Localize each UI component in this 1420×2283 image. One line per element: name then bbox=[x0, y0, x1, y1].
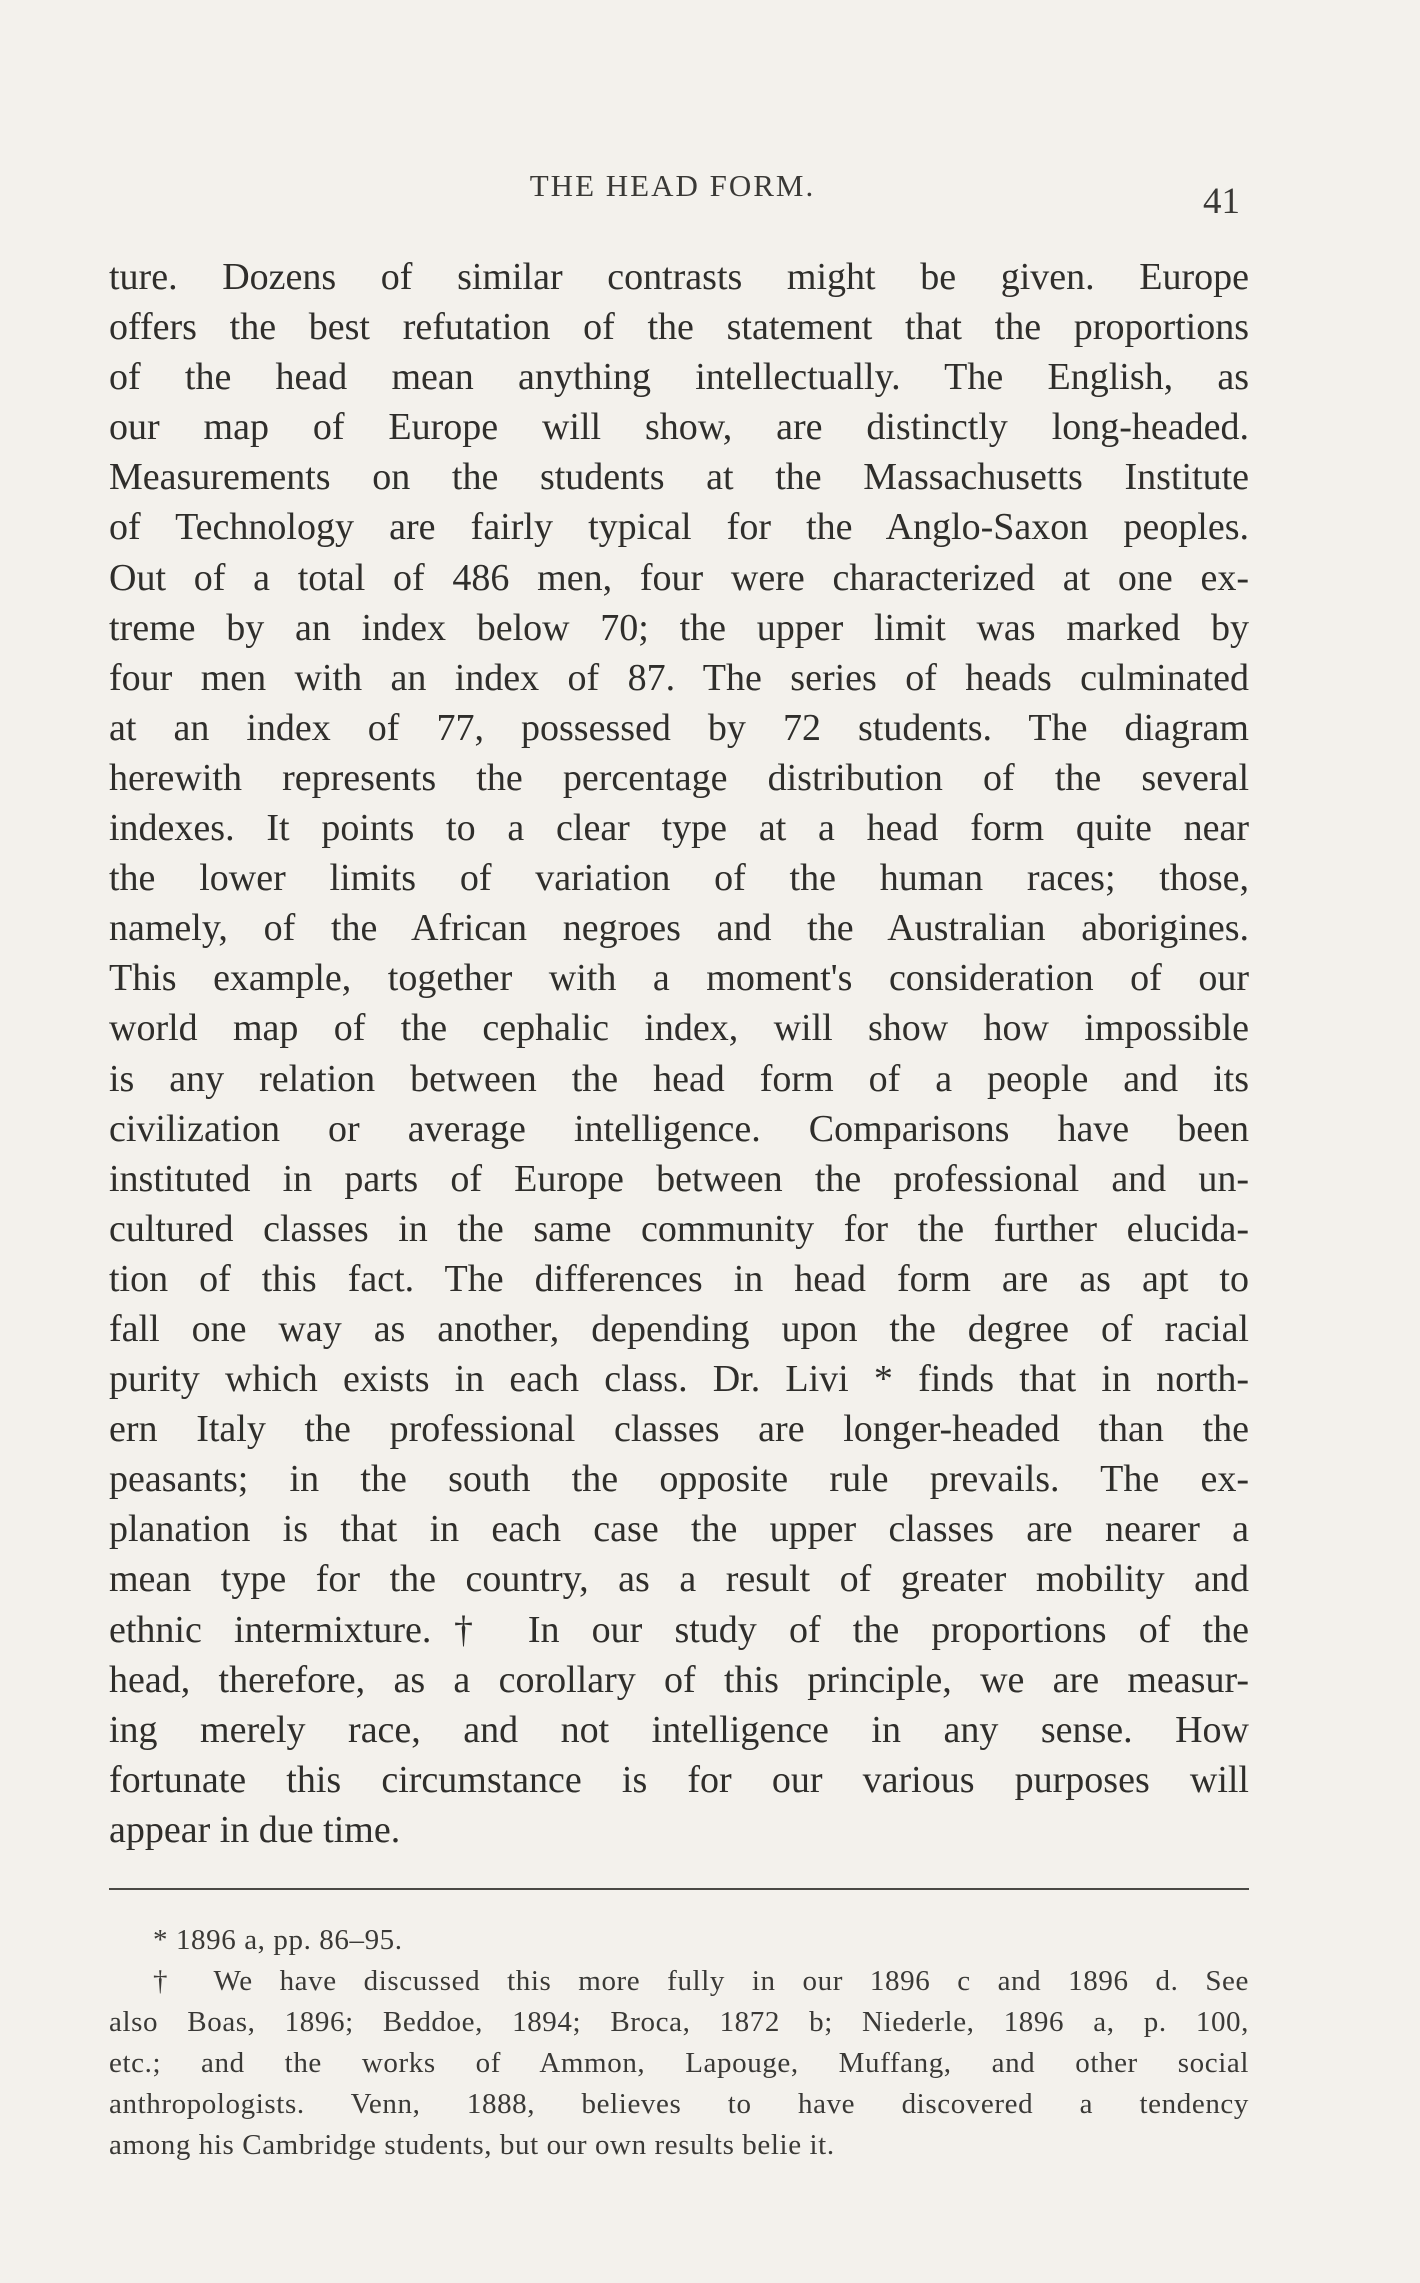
body-line: peasants; in the south the opposite rule prevails. The ex- bbox=[109, 1458, 1249, 1501]
body-line: civilization or average intelligence. Comparisons have been bbox=[109, 1107, 1249, 1150]
body-line: ern Italy the professional classes are longer-headed than the bbox=[109, 1408, 1249, 1451]
body-line: fortunate this circumstance is for our various purposes will bbox=[109, 1758, 1249, 1801]
footnote-line: † We have discussed this more fully in our 1896 c and 1896 d. See bbox=[153, 1965, 1249, 1997]
body-line: indexes. It points to a clear type at a head form quite near bbox=[109, 807, 1249, 850]
body-line: our map of Europe will show, are distinctly long-headed. bbox=[109, 406, 1249, 449]
body-line: herewith represents the percentage distribution of the several bbox=[109, 756, 1249, 799]
page-number: 41 bbox=[1203, 181, 1240, 222]
body-line: treme by an index below 70; the upper limit was marked by bbox=[109, 606, 1249, 649]
body-line: This example, together with a moment's consideration of our bbox=[109, 957, 1249, 1000]
running-head: THE HEAD FORM. bbox=[529, 168, 816, 203]
body-line: head, therefore, as a corollary of this principle, we are measur- bbox=[109, 1658, 1249, 1701]
body-line: purity which exists in each class. Dr. Livi * finds that in north- bbox=[109, 1358, 1249, 1401]
footnote-line: * 1896 a, pp. 86–95. bbox=[153, 1924, 403, 1956]
footnotes bbox=[109, 1920, 1249, 2166]
body-line: planation is that in each case the upper classes are nearer a bbox=[109, 1508, 1249, 1551]
body-line: of the head mean anything intellectually. The English, as bbox=[109, 356, 1249, 399]
body-line: is any relation between the head form of a people and its bbox=[109, 1057, 1249, 1100]
body-line: Out of a total of 486 men, four were characterized at one ex- bbox=[109, 556, 1249, 599]
body-line: cultured classes in the same community for the further elucida- bbox=[109, 1207, 1249, 1250]
body-line: world map of the cephalic index, will show how impossible bbox=[109, 1007, 1249, 1050]
footnote-line: among his Cambridge students, but our own results belie it. bbox=[109, 2129, 835, 2161]
body-line: appear in due time. bbox=[109, 1808, 401, 1851]
body-line: ture. Dozens of similar contrasts might be given. Europe bbox=[109, 256, 1249, 298]
body-line: fall one way as another, depending upon the degree of racial bbox=[109, 1307, 1249, 1350]
body-line: at an index of 77, possessed by 72 students. The diagram bbox=[109, 706, 1249, 749]
body-line: four men with an index of 87. The series of heads culminated bbox=[109, 656, 1249, 699]
footnote-line: anthropologists. Venn, 1888, believes to have discovered a tendency bbox=[109, 2088, 1249, 2120]
body-line: offers the best refutation of the statement that the proportions bbox=[109, 306, 1249, 349]
footnote-line: also Boas, 1896; Beddoe, 1894; Broca, 1872 b; Niederle, 1896 a, p. 100, bbox=[109, 2006, 1249, 2038]
body-line: ing merely race, and not intelligence in any sense. How bbox=[109, 1708, 1249, 1751]
body-line: the lower limits of variation of the human races; those, bbox=[109, 857, 1249, 900]
footnote-divider bbox=[109, 1888, 1249, 1890]
body-line: tion of this fact. The differences in head form are as apt to bbox=[109, 1257, 1249, 1300]
body-line: namely, of the African negroes and the Australian aborigines. bbox=[109, 907, 1249, 950]
body-line: of Technology are fairly typical for the Anglo-Saxon peoples. bbox=[109, 506, 1249, 549]
body-line: instituted in parts of Europe between the professional and un- bbox=[109, 1157, 1249, 1200]
body-text bbox=[109, 252, 1249, 1855]
body-line: ethnic intermixture.† In our study of the proportions of the bbox=[109, 1608, 1249, 1651]
body-line: mean type for the country, as a result of greater mobility and bbox=[109, 1558, 1249, 1601]
body-line: Measurements on the students at the Massachusetts Institute bbox=[109, 456, 1249, 499]
footnote-line: etc.; and the works of Ammon, Lapouge, Muffang, and other social bbox=[109, 2047, 1249, 2079]
